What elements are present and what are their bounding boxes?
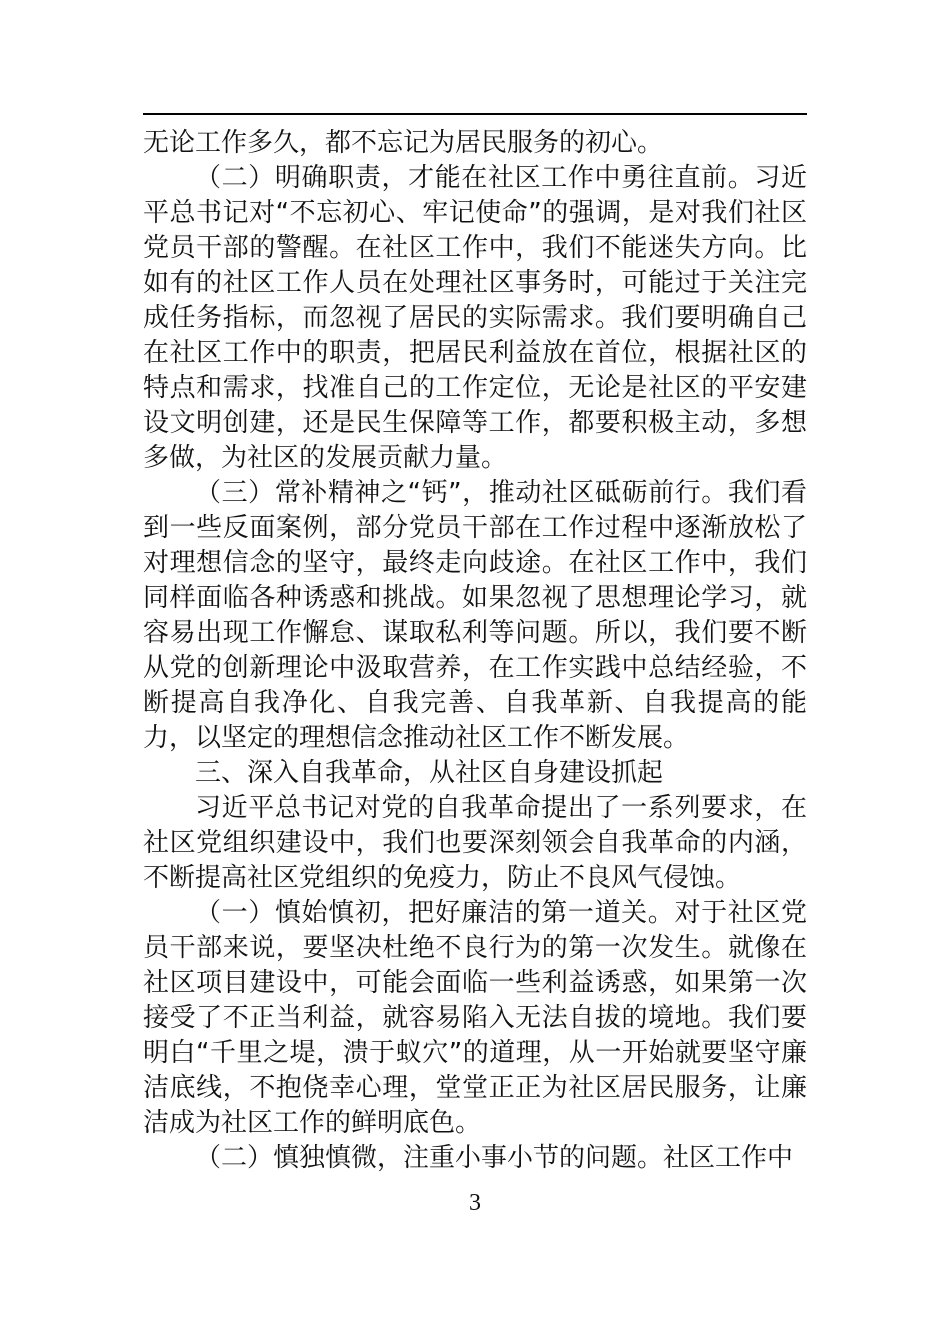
section-heading-self-revolution: 三、深入自我革命，从社区自身建设抓起: [195, 758, 664, 788]
header-rule: [143, 113, 807, 115]
paragraph-cautious-alone: （二）慎独慎微，注重小事小节的问题。社区工作中: [195, 1143, 794, 1173]
paragraph-self-revolution-intro: 习近平总书记对党的自我革命提出了一系列要求，在社区党组织建设中，我们也要深刻领会自我革命的内涵，不断提高社区党组织的免疫力，防止不良风气侵蚀。: [143, 793, 807, 893]
page-body: [143, 126, 807, 1176]
paragraph-spiritual-calcium: （三）常补精神之“钙”，推动社区砥砺前行。我们看到一些反面案例，部分党员干部在工作过程中逐渐放松了对理想信念的坚守，最终走向歧途。在社区工作中，我们同样面临各种诱惑和挑战。如果忽视了思想理论学习，就容易出现工作懈怠、谋取私利等问题。所以，我们要不断从党的创新理论中汲取营养，在工作实践中总结经验，不断提高自我净化、自我完善、自我革新、自我提高的能力，以坚定的理想信念推动社区工作不断发展。: [143, 478, 807, 753]
paragraph-cautious-beginning: （一）慎始慎初，把好廉洁的第一道关。对于社区党员干部来说，要坚决杜绝不良行为的第一次发生。就像在社区项目建设中，可能会面临一些利益诱惑，如果第一次接受了不正当利益，就容易陷入无法自拔的境地。我们要明白“千里之堤，溃于蚁穴”的道理，从一开始就要坚守廉洁底线，不抱侥幸心理，堂堂正正为社区居民服务，让廉洁成为社区工作的鲜明底色。: [143, 898, 807, 1138]
paragraph-clarify-duties: （二）明确职责，才能在社区工作中勇往直前。习近平总书记对“不忘初心、牢记使命”的强调，是对我们社区党员干部的警醒。在社区工作中，我们不能迷失方向。比如有的社区工作人员在处理社区事务时，可能过于关注完成任务指标，而忽视了居民的实际需求。我们要明确自己在社区工作中的职责，把居民利益放在首位，根据社区的特点和需求，找准自己的工作定位，无论是社区的平安建设文明创建，还是民生保障等工作，都要积极主动，多想多做，为社区的发展贡献力量。: [143, 163, 807, 473]
paragraph-continuation: 无论工作多久，都不忘记为居民服务的初心。: [143, 128, 664, 158]
page-number: 3: [469, 1190, 481, 1216]
